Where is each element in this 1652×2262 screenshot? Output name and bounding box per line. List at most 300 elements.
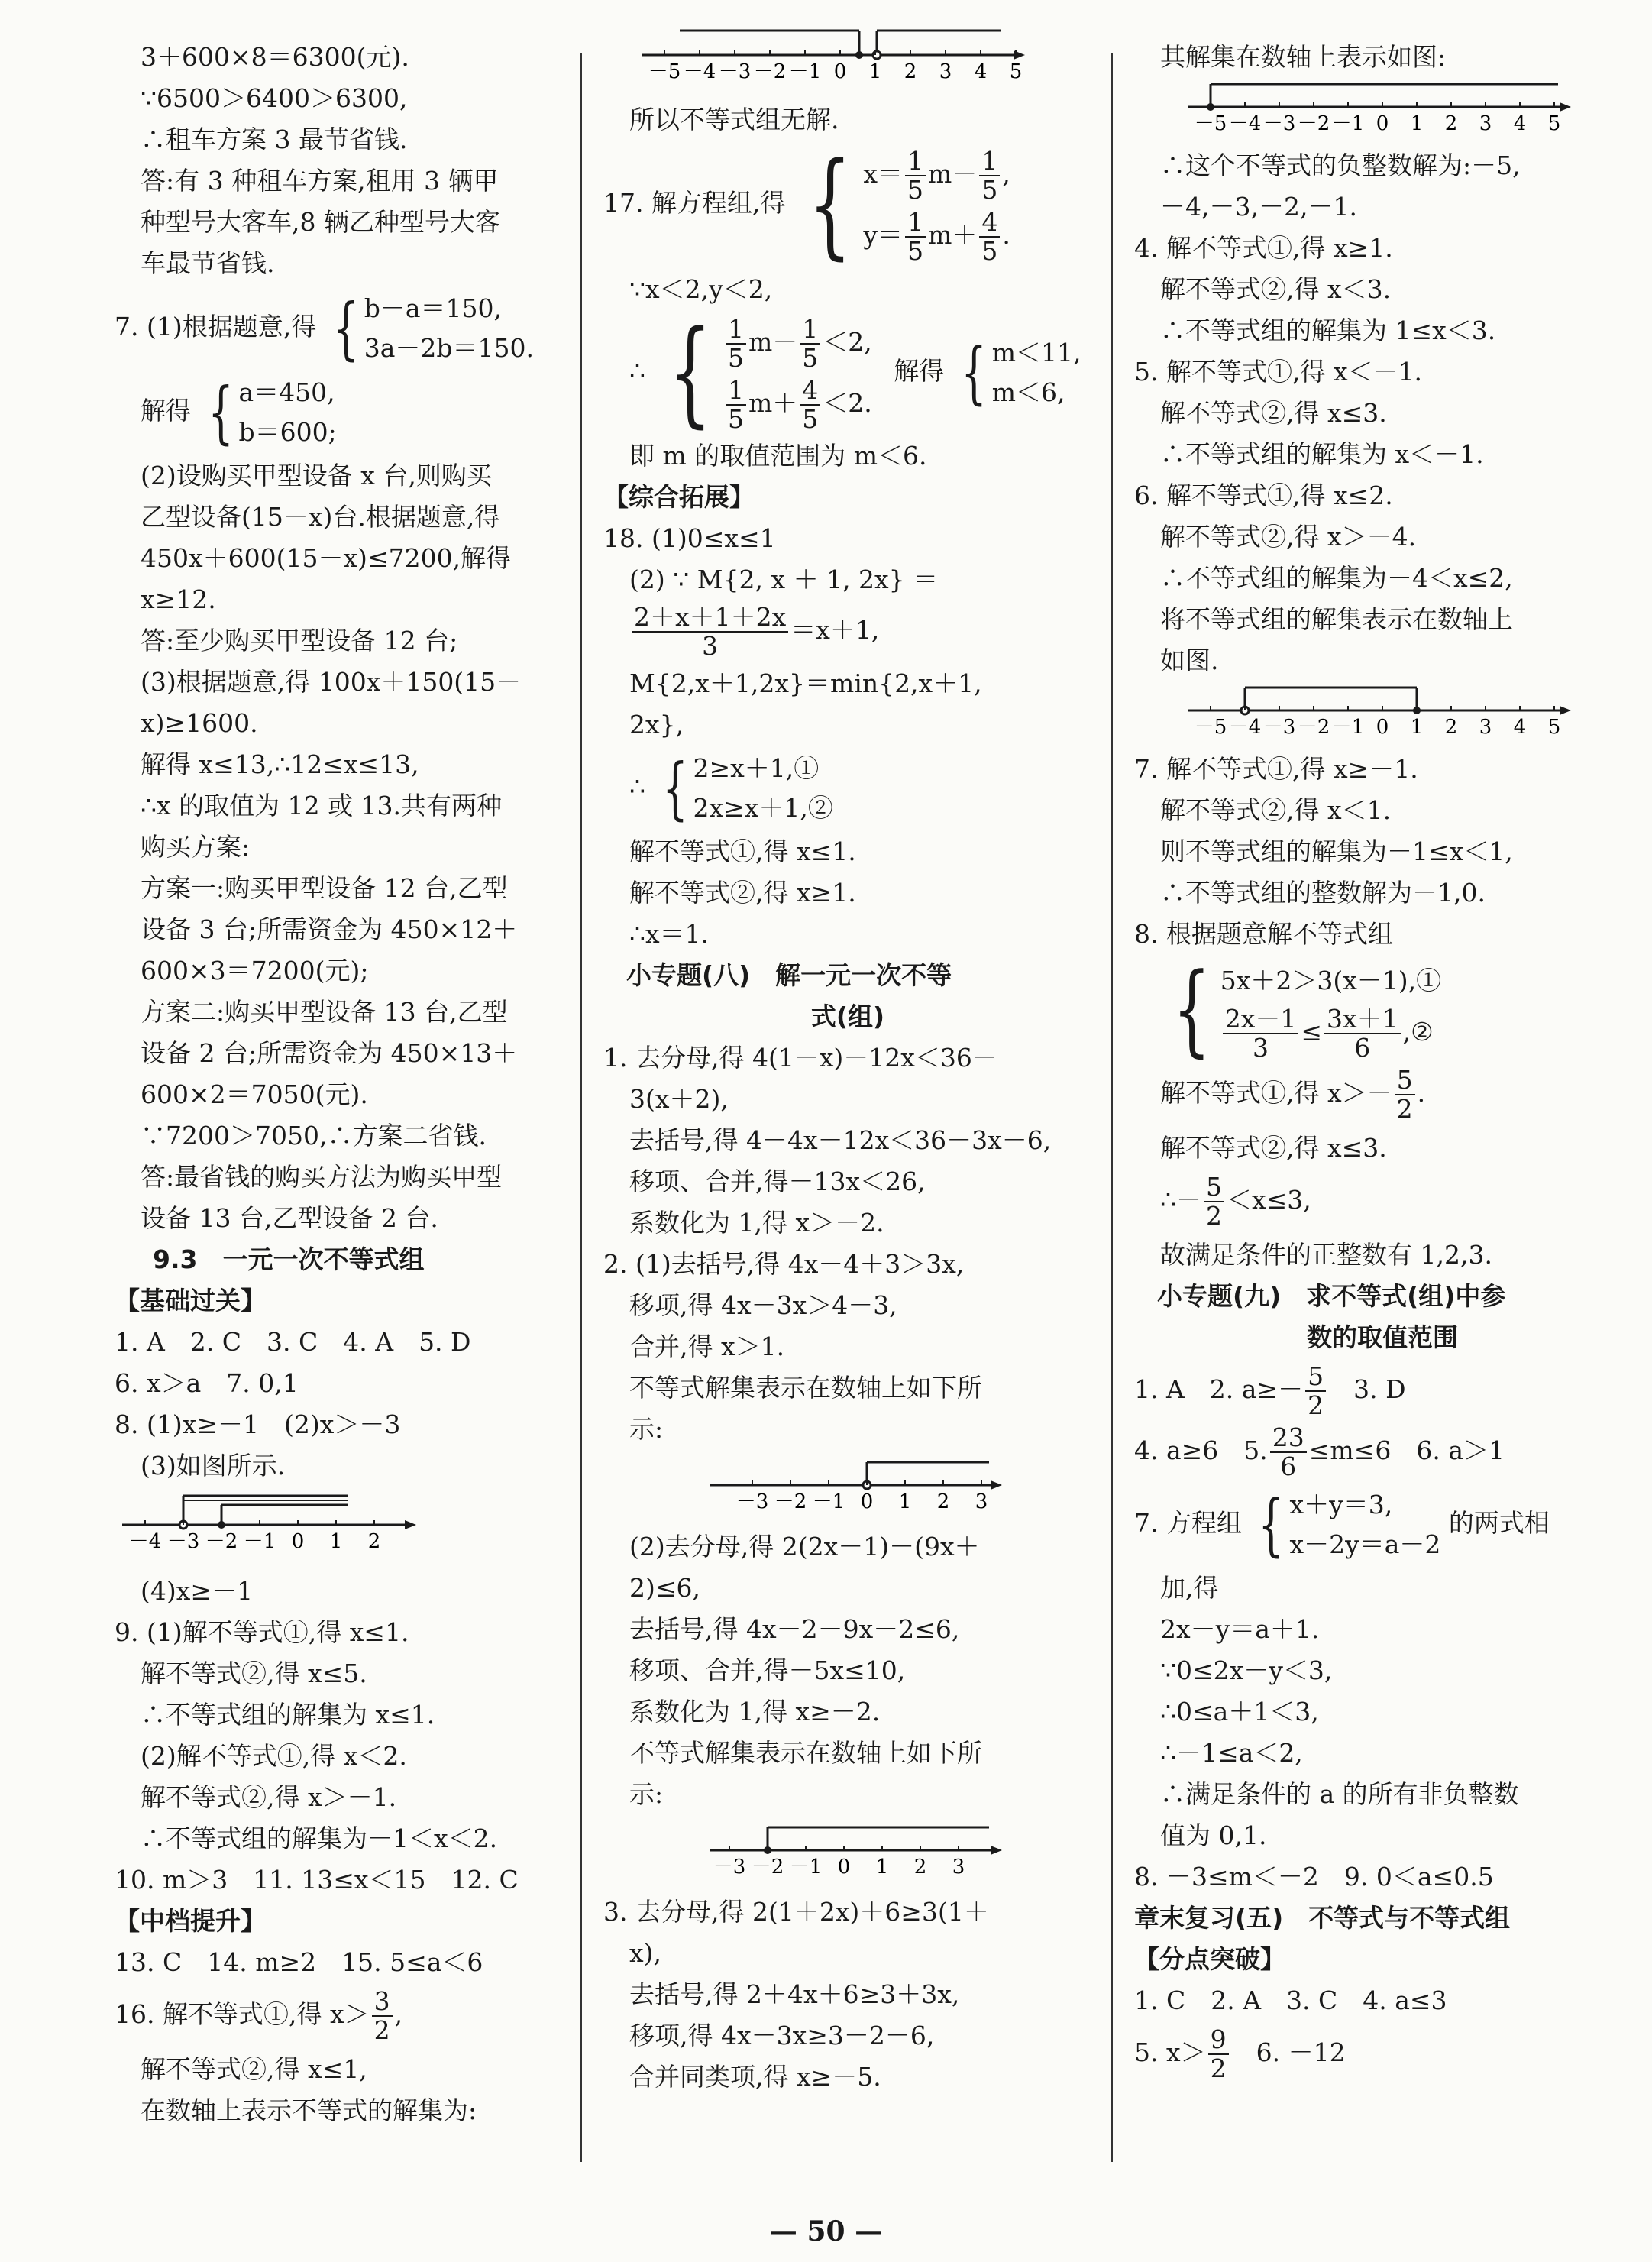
text-line: ∴不等式组的解集为 x＜－1. <box>1160 439 1484 469</box>
text-part: ＜x≤3, <box>1227 1185 1311 1215</box>
text-line: 8. (1)x≥－1 (2)x＞－3 <box>115 1409 401 1439</box>
system-row: 5x＋2＞3(x－1),① <box>1220 966 1442 995</box>
denominator: 5 <box>907 236 924 266</box>
text-line: 去括号,得 4x－2－9x－2≤6, <box>629 1614 960 1644</box>
number-line <box>1180 78 1577 131</box>
text-line: 如图. <box>1160 646 1219 675</box>
text-line: 解不等式②,得 x≤3. <box>1160 1133 1387 1163</box>
page-number: — 50 — <box>769 2215 883 2247</box>
text-part: m－ <box>928 159 978 189</box>
fraction <box>1208 2026 1229 2082</box>
text-line: 解不等式②,得 x＜1. <box>1160 795 1392 825</box>
tick-label: －1 <box>243 1530 276 1553</box>
number-line <box>1180 681 1577 735</box>
tick-label: 2 <box>1444 112 1458 131</box>
text-line: 设备 2 台;所需资金为 450×13＋ <box>141 1038 518 1068</box>
text-line-with-fraction <box>1134 1066 1631 1123</box>
number-line <box>634 23 1031 84</box>
tick-label: 1 <box>875 1856 889 1875</box>
text-part: ≤m≤6 6. a＞1 <box>1308 1435 1505 1465</box>
text-line: 6. x＞a 7. 0,1 <box>115 1368 299 1398</box>
system <box>199 373 337 452</box>
text-line: 加,得 <box>1160 1573 1219 1603</box>
text-part: ＜2. <box>823 388 872 418</box>
text-part: , <box>394 1999 403 2029</box>
brace: { <box>1172 951 1211 1067</box>
open-point <box>873 51 881 59</box>
text-line: 方案一:购买甲型设备 12 台,乙型 <box>141 873 508 903</box>
brace: { <box>668 306 712 439</box>
numerator: 1 <box>905 147 926 176</box>
numerator: 1 <box>726 377 746 406</box>
text-line: (2)解不等式①,得 x＜2. <box>141 1741 407 1771</box>
tick-label: －2 <box>1297 112 1330 131</box>
text-line: 3. 去分母,得 2(1＋2x)＋6≥3(1＋ <box>603 1897 989 1927</box>
heading-basic: 【基础过关】 <box>115 1286 266 1315</box>
number-line <box>115 1493 420 1554</box>
numerator: 1 <box>905 209 926 238</box>
text-part: 7. 方程组 <box>1134 1508 1242 1538</box>
section-title-9-3: 9.3 一元一次不等式组 <box>153 1244 425 1274</box>
system-row <box>723 373 872 434</box>
text-line-with-fraction <box>1134 2026 1631 2082</box>
tick-label: －4 <box>128 1530 162 1553</box>
tick-label: 3 <box>952 1856 965 1875</box>
fraction <box>726 316 746 372</box>
text-part: y＝ <box>863 220 904 250</box>
tick-label: －3 <box>713 1856 746 1875</box>
text-line: 去括号,得 4－4x－12x＜36－3x－6, <box>629 1125 1052 1155</box>
text-line: 值为 0,1. <box>1160 1820 1267 1850</box>
text-line: ∴不等式组的解集为 1≤x＜3. <box>1160 316 1496 345</box>
text-line: 解不等式②,得 x＞－1. <box>141 1782 397 1812</box>
numerator: 1 <box>800 316 820 345</box>
denominator: 6 <box>1354 1033 1371 1063</box>
fraction <box>1305 1363 1326 1419</box>
text-line: －4,－3,－2,－1. <box>1160 192 1357 222</box>
text-line: 即 m 的取值范围为 m＜6. <box>629 441 927 471</box>
solve-label: 解得 <box>141 396 191 426</box>
number-line-q8 <box>115 1493 619 1566</box>
text-line: (2) ∵ M{2, x ＋ 1, 2x} ＝ <box>629 565 939 594</box>
tick-label: 1 <box>329 1530 343 1553</box>
tick-label: 0 <box>1376 112 1389 131</box>
tick-label: 1 <box>868 60 882 83</box>
text-line: 1. A 2. C 3. C 4. A 5. D <box>115 1327 471 1357</box>
tick-label: 5 <box>1547 716 1561 735</box>
denominator: 3 <box>1253 1033 1269 1063</box>
tick-label: －1 <box>1331 112 1365 131</box>
tick-label: 3 <box>1479 112 1492 131</box>
q7-solution <box>115 373 619 452</box>
fraction <box>979 209 1000 265</box>
arrow-icon <box>405 1520 416 1529</box>
text-line: 9. (1)解不等式①,得 x≤1. <box>115 1617 409 1647</box>
text-line: 解不等式②,得 x＞－4. <box>1160 522 1417 552</box>
text-part: ＜2, <box>823 327 872 357</box>
therefore-sign: ∴ <box>629 356 645 386</box>
fraction <box>1395 1066 1415 1123</box>
tick-label: －1 <box>1331 716 1365 735</box>
text-line-with-fraction <box>1134 1363 1631 1419</box>
tick-label: 0 <box>860 1490 874 1510</box>
number-line <box>703 1821 1008 1875</box>
tick-label: －2 <box>1297 716 1330 735</box>
text-line: 8. 根据题意解不等式组 <box>1134 919 1393 949</box>
tick-label: 0 <box>291 1530 305 1553</box>
fraction <box>905 147 926 204</box>
text-line: 设备 3 台;所需资金为 450×12＋ <box>141 914 518 944</box>
number-line <box>703 1456 1008 1510</box>
numerator: 3x＋1 <box>1324 1005 1401 1034</box>
tick-label: 0 <box>837 1856 851 1875</box>
brace: { <box>332 289 359 367</box>
text-line: 设备 13 台,乙型设备 2 台. <box>141 1203 438 1233</box>
column-left <box>115 37 619 2131</box>
system-row: b－a＝150, <box>364 293 502 323</box>
column-right <box>1134 37 1631 2087</box>
numerator: 3 <box>372 1988 393 2017</box>
text-line: (3)根据题意,得 100x＋150(15－ <box>141 667 522 697</box>
tick-label: 0 <box>1376 716 1389 735</box>
tick-label: 1 <box>1410 716 1424 735</box>
text-line: (3)如图所示. <box>141 1451 286 1480</box>
tick-label: －1 <box>812 1490 845 1510</box>
text-part: 3. D <box>1328 1374 1406 1404</box>
tick-label: 2 <box>367 1530 381 1553</box>
solve-label: 解得 <box>894 356 945 386</box>
text-line: 解不等式②,得 x≥1. <box>629 878 856 908</box>
system-row: 3a－2b＝150. <box>364 333 534 363</box>
q7-head: 7. (1)根据题意,得 <box>115 312 317 341</box>
system <box>1250 1485 1440 1565</box>
text-line: 450x＋600(15－x)≤7200,解得 <box>141 543 512 573</box>
arrow-icon <box>991 1480 1002 1490</box>
arrow-icon <box>991 1846 1002 1855</box>
text-line: 8. －3≤m＜－2 9. 0＜a≤0.5 <box>1134 1862 1494 1891</box>
text-line: 10. m＞3 11. 13≤x＜15 12. C <box>115 1865 519 1895</box>
text-line: ∴不等式组的解集为－4＜x≤2, <box>1160 563 1513 593</box>
text-part: ≤ <box>1301 1017 1322 1047</box>
text-line: 18. (1)0≤x≤1 <box>603 523 776 553</box>
tick-label: －2 <box>205 1530 238 1553</box>
numerator: 1 <box>726 316 746 345</box>
text-line: 2)≤6, <box>629 1573 701 1603</box>
text-line: 示: <box>629 1779 664 1809</box>
text-line: 2. (1)去括号,得 4x－4＋3＞3x, <box>603 1249 965 1279</box>
system-row: x＋y＝3, <box>1289 1490 1393 1519</box>
denominator: 2 <box>1308 1390 1324 1420</box>
text-line: 4. 解不等式①,得 x≥1. <box>1134 233 1393 263</box>
fraction <box>1324 1005 1401 1062</box>
numerator: 23 <box>1270 1424 1307 1453</box>
text-line: x)≥1600. <box>141 708 258 738</box>
tick-label: －3 <box>735 1490 769 1510</box>
text-line: x), <box>629 1938 661 1968</box>
tick-label: －4 <box>1228 112 1262 131</box>
system-row: a＝450, <box>238 377 335 407</box>
system-row: m＜11, <box>991 338 1081 367</box>
fraction <box>1270 1424 1307 1480</box>
numerator: 5 <box>1305 1363 1326 1392</box>
text-line: 其解集在数轴上表示如图: <box>1160 42 1447 72</box>
text-part: ,② <box>1402 1017 1434 1047</box>
column-divider-right <box>1111 53 1113 2162</box>
text-part: 16. 解不等式①,得 x＞ <box>115 1999 370 2029</box>
fraction <box>905 209 926 265</box>
text-part: , <box>1002 159 1010 189</box>
tick-label: 2 <box>913 1856 927 1875</box>
text-line: (4)x≥－1 <box>141 1576 254 1606</box>
denominator: 6 <box>1280 1451 1297 1481</box>
text-line: (2)设购买甲型设备 x 台,则购买 <box>141 461 492 490</box>
text-line: 解不等式②,得 x≤3. <box>1160 398 1387 428</box>
fraction <box>632 604 788 660</box>
system <box>654 749 833 828</box>
number-line-2-1 <box>703 1456 1092 1522</box>
denominator: 5 <box>727 343 744 373</box>
numerator: 5 <box>1395 1066 1415 1095</box>
tick-label: －5 <box>648 60 681 83</box>
text-part: ∴－ <box>1160 1185 1201 1215</box>
text-line: ∴－1≤a＜2, <box>1160 1738 1303 1768</box>
system-row: x－2y＝a－2 <box>1289 1529 1441 1559</box>
text-line: 在数轴上表示不等式的解集为: <box>141 2095 477 2125</box>
system-row: m＜6, <box>991 377 1065 407</box>
system-row: 2x≥x＋1,② <box>693 793 833 823</box>
system-row: 2≥x＋1,① <box>693 753 820 783</box>
brace: { <box>960 333 987 412</box>
therefore-sign: ∴ <box>629 772 645 801</box>
denominator: 5 <box>981 175 998 205</box>
q17-equation-system <box>603 138 1092 271</box>
q17-inequality-system <box>603 306 1092 439</box>
heading-mid: 【中档提升】 <box>115 1906 266 1936</box>
closed-point <box>855 51 863 59</box>
text-part: m－ <box>748 327 798 357</box>
fraction <box>800 316 820 372</box>
tick-label: －3 <box>718 60 752 83</box>
text-line: 3(x＋2), <box>629 1084 729 1114</box>
fraction <box>372 1988 393 2044</box>
text-line: 解不等式②,得 x＜3. <box>1160 274 1392 304</box>
text-part: . <box>1417 1078 1426 1108</box>
text-line: ∴不等式组的整数解为－1,0. <box>1160 878 1486 908</box>
text-line: (2)去分母,得 2(2x－1)－(9x＋ <box>629 1532 980 1561</box>
tick-label: 2 <box>936 1490 950 1510</box>
text-line: 答:有 3 种租车方案,租用 3 辆甲 <box>141 166 499 196</box>
tick-label: －3 <box>166 1530 200 1553</box>
heading-extend: 【综合拓展】 <box>603 482 755 512</box>
system-row <box>723 312 872 373</box>
denominator: 2 <box>1396 1094 1413 1124</box>
tick-label: －3 <box>1262 112 1296 131</box>
tick-label: 2 <box>1444 716 1458 735</box>
tick-label: 5 <box>1009 60 1023 83</box>
special-topic-8-title: 小专题(八) 解一元一次不等 <box>626 960 952 990</box>
tick-label: －4 <box>1228 716 1262 735</box>
tick-label: 3 <box>975 1490 988 1510</box>
text-line: 答:至少购买甲型设备 12 台; <box>141 626 458 655</box>
text-part: 4. a≥6 5. <box>1134 1435 1268 1465</box>
numerator: 9 <box>1208 2026 1229 2055</box>
tick-label: 4 <box>1513 716 1527 735</box>
text-line-with-fraction <box>115 1988 619 2044</box>
text-line: ∵x＜2,y＜2, <box>629 274 773 304</box>
text-line: ∴满足条件的 a 的所有非负整数 <box>1160 1779 1519 1809</box>
text-line: 购买方案: <box>141 832 251 862</box>
q7-equation-system <box>1134 1485 1631 1565</box>
system <box>794 138 1010 271</box>
text-line: 13. C 14. m≥2 15. 5≤a＜6 <box>115 1947 483 1977</box>
number-line-q16 <box>634 23 1092 96</box>
text-part: 6. －12 <box>1230 2037 1346 2067</box>
arrow-icon <box>1560 102 1571 112</box>
text-line: ∴不等式组的解集为－1＜x＜2. <box>141 1824 498 1853</box>
text-part: m＋ <box>928 220 978 250</box>
text-line: ∴x 的取值为 12 或 13.共有两种 <box>141 791 503 820</box>
tick-label: 3 <box>1479 716 1492 735</box>
denominator: 3 <box>702 631 719 661</box>
text-line: 3＋600×8＝6300(元). <box>141 42 409 72</box>
system-row: b＝600; <box>238 417 337 447</box>
tick-label: 3 <box>939 60 952 83</box>
tick-label: －5 <box>1194 112 1227 131</box>
text-line: ∵0≤2x－y＜3, <box>1160 1655 1333 1685</box>
numerator: 5 <box>1204 1173 1224 1202</box>
tick-label: －1 <box>789 1856 823 1875</box>
tick-label: －3 <box>1262 716 1296 735</box>
tick-label: －2 <box>751 1856 784 1875</box>
tick-label: 5 <box>1547 112 1561 131</box>
tick-label: 1 <box>898 1490 912 1510</box>
text-part: 5. x＞ <box>1134 2037 1206 2067</box>
chapter-review-title: 章末复习(五) 不等式与不等式组 <box>1134 1903 1511 1933</box>
column-middle <box>603 23 1092 2098</box>
tick-label: 2 <box>904 60 917 83</box>
text-line: 乙型设备(15－x)台.根据题意,得 <box>141 502 500 532</box>
text-line: 2x－y＝a＋1. <box>1160 1614 1320 1644</box>
q8-inequality-system <box>1134 951 1631 1067</box>
text-line: 则不等式组的解集为－1≤x＜1, <box>1160 837 1513 866</box>
tick-label: －4 <box>683 60 716 83</box>
numerator: 4 <box>979 209 1000 238</box>
system <box>654 306 872 439</box>
text-line: 系数化为 1,得 x≥－2. <box>629 1697 881 1726</box>
text-line: 移项、合并,得－13x＜26, <box>629 1167 926 1196</box>
special-topic-8-title-cont: 式(组) <box>810 1002 885 1031</box>
text-line: 合并,得 x＞1. <box>629 1332 785 1361</box>
text-line: ∴这个不等式的负整数解为:－5, <box>1160 150 1521 180</box>
q18-system <box>603 749 1092 828</box>
text-line: 6. 解不等式①,得 x≤2. <box>1134 481 1393 510</box>
text-line: 解不等式①,得 x≤1. <box>629 837 856 866</box>
text-line: 系数化为 1,得 x＞－2. <box>629 1208 884 1238</box>
text-line: 方案二:购买甲型设备 13 台,乙型 <box>141 997 508 1027</box>
text-line: ∴租车方案 3 最节省钱. <box>141 125 408 154</box>
text-line: ∴不等式组的解集为 x≤1. <box>141 1700 435 1730</box>
text-line: 去括号,得 2＋4x＋6≥3＋3x, <box>629 1979 960 2009</box>
fraction <box>979 147 1000 204</box>
q7-equation-system <box>115 289 619 368</box>
text-line: ∴x＝1. <box>629 919 710 949</box>
brace: { <box>808 138 852 271</box>
text-part: . <box>1002 220 1010 250</box>
text-line: 解得 x≤13,∴12≤x≤13, <box>141 749 419 779</box>
denominator: 5 <box>907 175 924 205</box>
text-line-with-fraction <box>1134 1424 1631 1480</box>
heading-split: 【分点突破】 <box>1134 1944 1285 1974</box>
text-part: 的两式相 <box>1448 1508 1550 1538</box>
text-line: 车最节省钱. <box>141 248 275 278</box>
text-line-with-fraction <box>603 604 1092 660</box>
text-part: 解不等式①,得 x＞－ <box>1160 1078 1392 1108</box>
fraction <box>1223 1005 1299 1062</box>
text-line: 7. 解不等式①,得 x≥－1. <box>1134 754 1418 784</box>
system <box>952 333 1081 413</box>
text-line: M{2,x＋1,2x}＝min{2,x＋1, <box>629 668 982 698</box>
denominator: 5 <box>802 404 819 434</box>
text-line: 合并同类项,得 x≥－5. <box>629 2062 881 2092</box>
text-line: 移项,得 4x－3x≥3－2－6, <box>629 2021 935 2050</box>
text-line: 解不等式②,得 x≤5. <box>141 1658 367 1688</box>
special-topic-9-title-cont: 数的取值范围 <box>1307 1322 1458 1352</box>
text-line: x≥12. <box>141 584 216 614</box>
tick-label: －2 <box>774 1490 807 1510</box>
denominator: 5 <box>802 343 819 373</box>
tick-label: 1 <box>1410 112 1424 131</box>
text-line: 移项、合并,得－5x≤10, <box>629 1655 906 1685</box>
text-line: 600×3＝7200(元); <box>141 956 369 985</box>
text-part: ＝x＋1, <box>790 615 880 645</box>
text-line: 所以不等式组无解. <box>629 105 839 134</box>
text-part: 1. A 2. a≥－ <box>1134 1374 1304 1404</box>
text-line: 1. C 2. A 3. C 4. a≤3 <box>1134 1985 1447 2015</box>
tick-label: －2 <box>753 60 787 83</box>
denominator: 2 <box>373 2015 390 2045</box>
numerator: 1 <box>979 147 1000 176</box>
denominator: 5 <box>981 236 998 266</box>
arrow-icon <box>1560 706 1571 715</box>
fraction <box>726 377 746 433</box>
denominator: 2 <box>1206 1201 1222 1231</box>
denominator: 2 <box>1210 2053 1227 2083</box>
numerator: 2＋x＋1＋2x <box>632 604 788 633</box>
tick-label: －5 <box>1194 716 1227 735</box>
q17-head: 17. 解方程组,得 <box>603 188 786 218</box>
text-line: ∵7200＞7050,∴方案二省钱. <box>141 1121 487 1150</box>
brace: { <box>207 373 234 451</box>
text-line-with-fraction <box>1134 1173 1631 1230</box>
tick-label: 4 <box>1513 112 1527 131</box>
text-line: 种型号大客车,8 辆乙种型号大客 <box>141 207 500 237</box>
text-line: 5. 解不等式①,得 x＜－1. <box>1134 357 1423 387</box>
text-part: x＝ <box>863 159 904 189</box>
text-line: 将不等式组的解集表示在数轴上 <box>1160 604 1513 634</box>
number-line-6 <box>1180 681 1631 747</box>
number-line-3 <box>1180 78 1631 144</box>
text-line: 1. 去分母,得 4(1－x)－12x＜36－ <box>603 1043 997 1073</box>
text-line: 示: <box>629 1414 664 1444</box>
fraction <box>1204 1173 1224 1230</box>
system <box>1160 951 1442 1067</box>
brace: { <box>661 749 688 827</box>
text-line: 不等式解集表示在数轴上如下所 <box>629 1738 982 1768</box>
fraction <box>800 377 820 433</box>
text-line: 2x}, <box>629 710 684 739</box>
numerator: 4 <box>800 377 820 406</box>
text-line: 600×2＝7050(元). <box>141 1079 368 1109</box>
